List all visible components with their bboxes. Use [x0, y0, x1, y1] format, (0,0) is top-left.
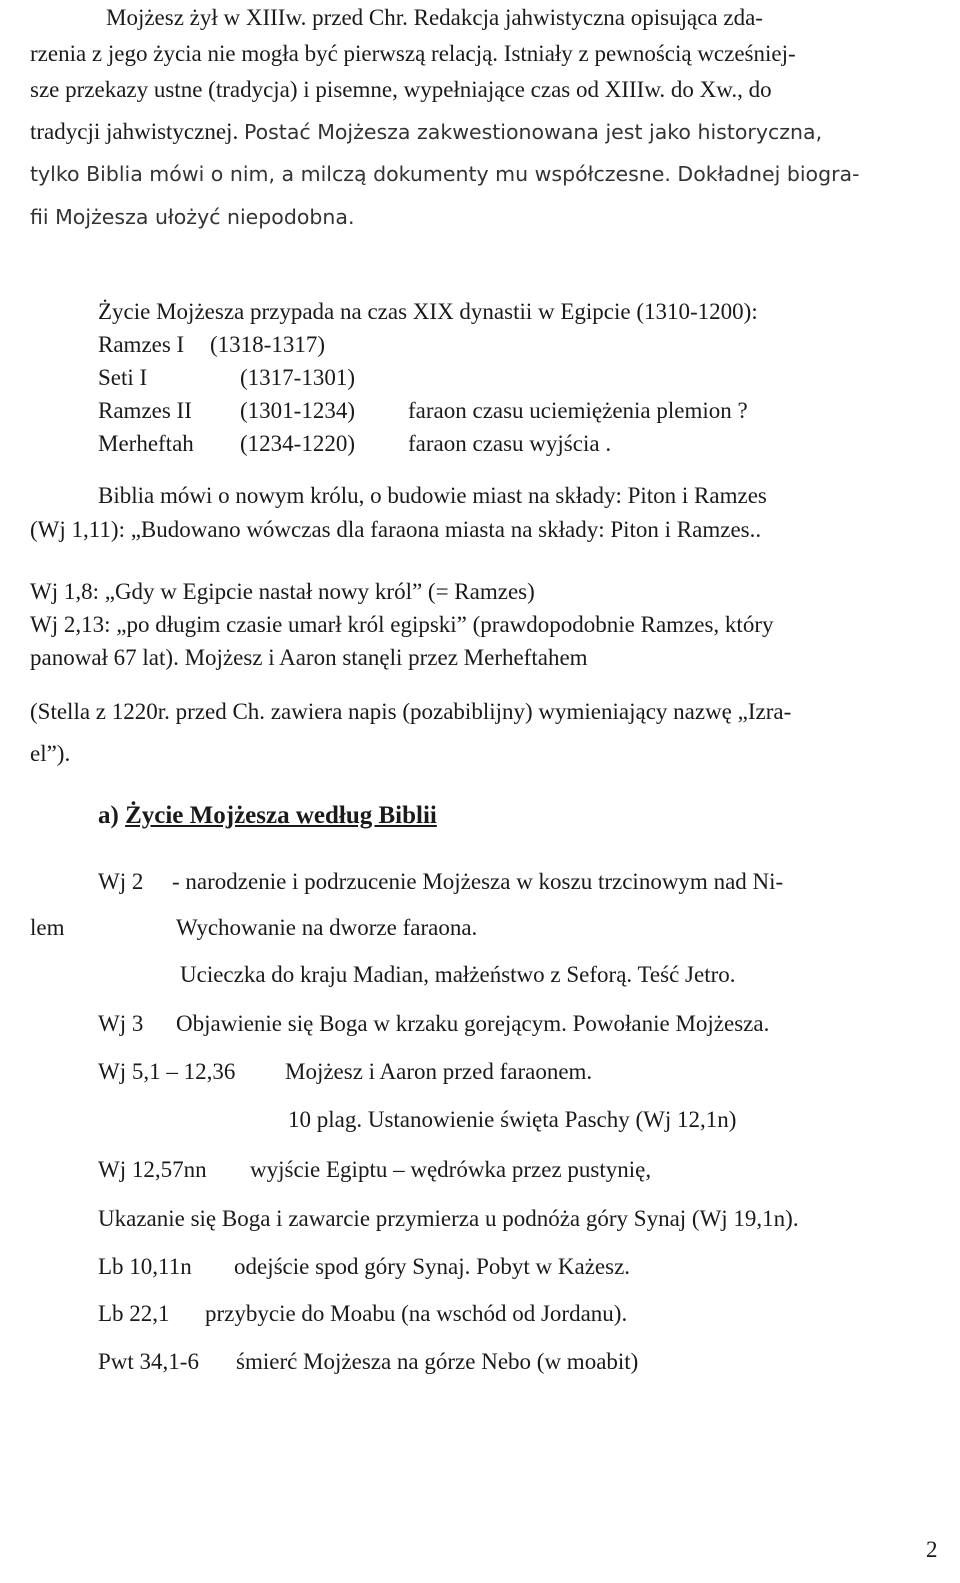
bible-line-4: Wj 2,13: „po długim czasie umarł król egipski” (prawdopodobnie Ramzes, który: [30, 612, 774, 637]
timeline-row: [0, 1300, 960, 1328]
ruler-years: (1234-1220): [240, 431, 355, 456]
timeline-row: [0, 1058, 960, 1086]
timeline-ref: Lb 10,11n: [98, 1254, 192, 1279]
timeline-ref: Lb 22,1: [98, 1301, 170, 1326]
timeline-ref: Pwt 34,1-6: [98, 1349, 199, 1374]
ruler-row: [0, 430, 960, 458]
bible-line-3: Wj 1,8: „Gdy w Egipcie nastał nowy król” (= Ramzes): [30, 579, 535, 604]
ruler-name: Merheftah: [98, 431, 194, 456]
ruler-years: (1318-1317): [210, 332, 325, 357]
section-heading: [98, 802, 437, 830]
section-marker: a): [98, 802, 119, 829]
dynasty-intro: Życie Mojżesza przypada na czas XIX dynastii w Egipcie (1310-1200):: [98, 299, 758, 324]
timeline-row: [0, 1010, 960, 1038]
intro-line-3: [30, 76, 772, 104]
timeline-text: odejście spod góry Synaj. Pobyt w Każesz.: [234, 1254, 631, 1279]
ruler-name: Seti I: [98, 365, 148, 390]
timeline-ref: Wj 12,57nn: [98, 1157, 207, 1182]
bible-line-1: Biblia mówi o nowym królu, o budowie miast na składy: Piton i Ramzes: [98, 483, 767, 508]
timeline-text: śmierć Mojżesza na górze Nebo (w moabit): [236, 1349, 639, 1374]
bible-line-7: el”).: [30, 741, 71, 766]
bible-line-6: (Stella z 1220r. przed Ch. zawiera napis (pozabiblijny) wymieniający nazwę „Izra-: [30, 699, 792, 724]
timeline-row: [0, 1253, 960, 1281]
intro-line-2: rzenia z jego życia nie mogła być pierwszą relacją. Istniały z pewnością wcześniej-: [30, 41, 796, 66]
ruler-row: [0, 364, 960, 392]
ruler-years: (1301-1234): [240, 398, 355, 423]
bible-line-2: (Wj 1,11): „Budowano wówczas dla faraona miasta na składy: Piton i Ramzes..: [30, 517, 762, 542]
timeline-ref: Wj 2: [98, 869, 144, 894]
timeline-text: - narodzenie i podrzucenie Mojżesza w koszu trzcinowym nad Ni-: [172, 869, 784, 894]
timeline-ref: Wj 5,1 – 12,36: [98, 1059, 236, 1084]
timeline-text: Objawienie się Boga w krzaku gorejącym. Powołanie Mojżesza.: [176, 1011, 770, 1036]
timeline-row: [0, 1156, 960, 1184]
intro-line-4-sans: Postać Mojżesza zakwestionowana jest jako historyczna,: [243, 120, 823, 144]
timeline-text: 10 plag. Ustanowienie święta Paschy (Wj 12,1n): [288, 1107, 737, 1132]
timeline-text: Ucieczka do kraju Madian, małżeństwo z Seforą. Teść Jetro.: [180, 962, 736, 987]
intro-line-5: tylko Biblia mówi o nim, a milczą dokumenty mu współczesne. Dokładnej biogra-: [30, 162, 860, 186]
timeline-row: [0, 868, 960, 896]
timeline-text: przybycie do Moabu (na wschód od Jordanu).: [205, 1301, 628, 1326]
page-number: 2: [926, 1537, 938, 1562]
timeline-text: Wychowanie na dworze faraona.: [176, 915, 478, 940]
intro-line-4-serif: tradycji jahwistycznej.: [30, 119, 239, 144]
intro-line-3-main: sze przekazy ustne (tradycja) i pisemne, wypełniające czas od XIIIw. do Xw.: [30, 77, 738, 102]
timeline-text: Mojżesz i Aaron przed faraonem.: [285, 1059, 593, 1084]
timeline-row: [0, 1348, 960, 1376]
timeline-text: wyjście Egiptu – wędrówka przez pustynię,: [250, 1157, 652, 1182]
bible-line-5: panował 67 lat). Mojżesz i Aaron stanęli przez Merheftahem: [30, 645, 588, 670]
ruler-name: Ramzes I: [98, 332, 185, 357]
ruler-row: [0, 331, 960, 359]
ruler-row: [0, 397, 960, 425]
intro-line-3-end: , do: [737, 77, 772, 102]
intro-line-6: fii Mojżesza ułożyć niepodobna.: [30, 205, 355, 229]
timeline-row: [0, 914, 960, 942]
ruler-years: (1317-1301): [240, 365, 355, 390]
section-title: Życie Mojżesza według Biblii: [125, 802, 437, 829]
timeline-ref: Wj 3: [98, 1011, 144, 1036]
ruler-name: Ramzes II: [98, 398, 192, 423]
ruler-note: faraon czasu wyjścia .: [408, 431, 612, 456]
timeline-text: Ukazanie się Boga i zawarcie przymierza u podnóża góry Synaj (Wj 19,1n).: [98, 1206, 799, 1231]
intro-line-1: Mojżesz żył w XIIIw. przed Chr. Redakcja jahwistyczna opisująca zda-: [106, 5, 763, 30]
ruler-note: faraon czasu uciemiężenia plemion ?: [408, 398, 748, 423]
intro-line-4: [30, 118, 822, 146]
timeline-continuation: lem: [30, 915, 65, 940]
